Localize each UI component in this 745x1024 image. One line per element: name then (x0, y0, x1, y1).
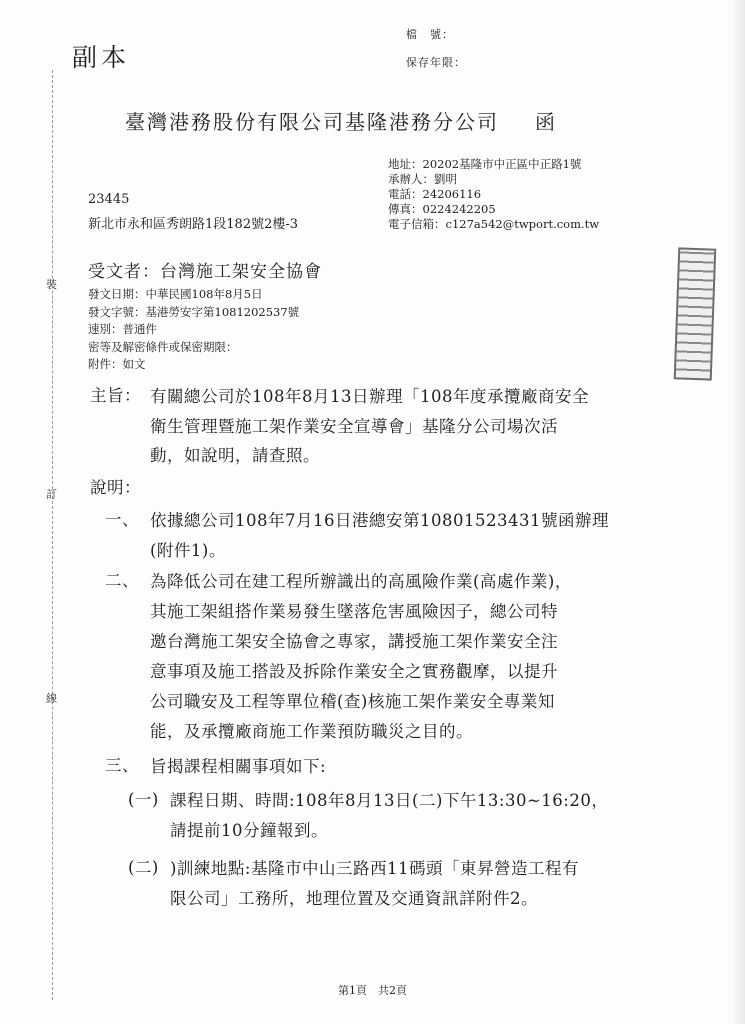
item-text: 旨揭課程相關事項如下: (150, 757, 327, 776)
organization-name: 臺灣港務股份有限公司基隆港務分公司 (125, 110, 499, 134)
sub-item-line: 請提前10分鐘報到。 (170, 821, 328, 840)
sub-item-line: 課程日期、時間:108年8月13日(二)下午13:30~16:20， (170, 791, 609, 810)
sub-item-line: 限公司」工務所，地理位置及交通資訊詳附件2。 (170, 889, 538, 908)
subject-body (150, 382, 589, 471)
attachment-note: 附件：如文 (88, 357, 146, 371)
item-text (150, 506, 609, 566)
item-marker: 三、 (105, 756, 139, 775)
item-line: 為降低公司在建工程所辦識出的高風險作業(高處作業)， (150, 572, 572, 591)
contact-handler: 承辦人：劉明 (388, 172, 457, 186)
sub-item-marker: (二) (128, 858, 159, 877)
contact-email: 電子信箱：c127a542@twport.com.tw (388, 217, 600, 231)
received-stamp (674, 247, 717, 380)
scan-shadow (731, 0, 745, 1024)
item-line: 依據總公司108年7月16日港總安第10801523431號函辦理 (150, 511, 609, 530)
contact-phone: 電話：24206116 (388, 187, 482, 201)
binding-mark-zhuang: 裝 (46, 278, 57, 291)
document-meta (88, 286, 299, 374)
retention-label: 保存年限： (406, 56, 466, 69)
item-line: 意事項及施工搭設及拆除作業安全之實務觀摩，以提升 (150, 662, 558, 681)
sub-item-line: )訓練地點:基隆市中山三路西11碼頭「東昇營造工程有 (170, 859, 579, 878)
explanation-label: 說明： (90, 478, 141, 497)
document-kind: 函 (535, 110, 557, 134)
page-footer: 第1頁 共2頁 (338, 984, 407, 997)
issue-date: 發文日期：中華民國108年8月5日 (88, 287, 263, 301)
item-line: 其施工架組搭作業易發生墜落危害風險因子，總公司特 (150, 602, 558, 621)
subject-label: 主旨： (90, 386, 141, 405)
copy-stamp: 副本 (72, 43, 131, 72)
contact-block (388, 157, 599, 232)
item-line: 能，及承攬廠商施工作業預防職災之目的。 (150, 722, 473, 741)
item-marker: 一、 (105, 510, 139, 529)
item-text (150, 567, 572, 747)
secrecy-level: 密等及解密條件或保密期限： (88, 339, 238, 354)
recipient-street: 新北市永和區秀朗路1段182號2樓-3 (88, 217, 299, 232)
binding-mark-ding: 訂 (46, 488, 57, 501)
contact-fax: 傳真：0224242205 (388, 202, 496, 216)
subject-line: 動，如說明，請查照。 (150, 446, 320, 465)
recipient-line: 受文者：台灣施工架安全協會 (88, 262, 322, 282)
recipient-zip: 23445 (88, 192, 130, 207)
subject-line: 有關總公司於108年8月13日辦理「108年度承攬廠商安全 (150, 387, 589, 406)
subject-line: 衛生管理暨施工架作業安全宣導會」基隆分公司場次活 (150, 416, 558, 436)
file-number-label: 檔 號： (406, 28, 454, 41)
issue-number: 發文字號：基港勞安字第1081202537號 (88, 304, 300, 319)
binding-mark-xian: 線 (46, 692, 57, 705)
item-line: (附件1)。 (150, 541, 226, 560)
sub-item-text (170, 786, 608, 846)
sub-item-marker: (一) (128, 790, 159, 809)
organization-title (125, 106, 557, 135)
item-line: 公司職安及工程等單位稽(查)核施工架作業安全專業知 (150, 692, 555, 711)
binding-line (52, 70, 53, 1000)
item-line: 邀台灣施工架安全協會之專家，講授施工架作業安全注 (150, 632, 558, 651)
item-marker: 二、 (105, 571, 139, 590)
sub-item-text (170, 854, 579, 914)
contact-address: 地址：20202基隆市中正區中正路1號 (388, 157, 582, 171)
delivery-speed: 速別：普通件 (88, 322, 157, 336)
